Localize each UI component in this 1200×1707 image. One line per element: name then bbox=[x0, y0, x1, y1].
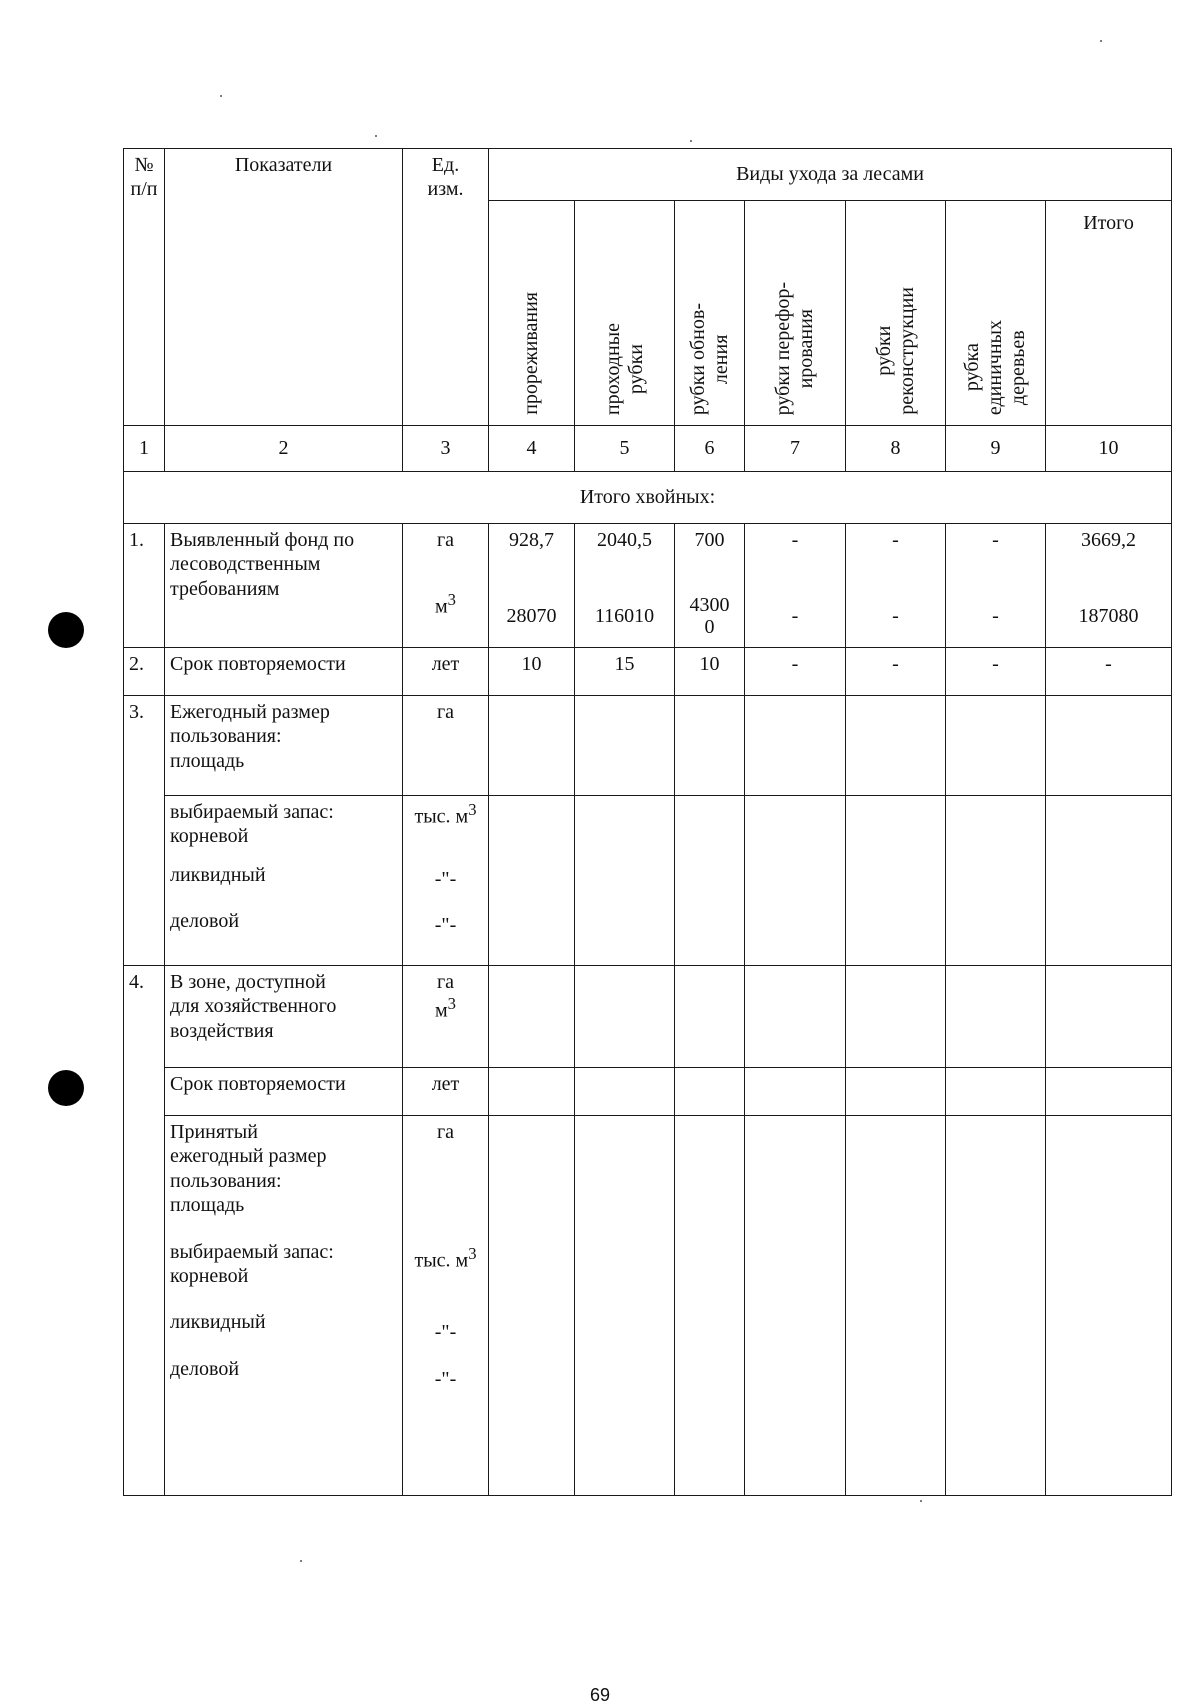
cell-value: - bbox=[946, 524, 1046, 586]
cell-empty bbox=[946, 1068, 1046, 1116]
col-number: 9 bbox=[946, 426, 1046, 472]
cell-value: - bbox=[1046, 648, 1172, 696]
cell-empty bbox=[1046, 1068, 1172, 1116]
cell-empty bbox=[1046, 1116, 1172, 1496]
row-label: Срок повторяемости bbox=[165, 648, 403, 696]
header-types-title: Виды ухода за лесами bbox=[489, 149, 1172, 201]
cell-empty bbox=[675, 1116, 745, 1496]
cell-empty bbox=[675, 796, 745, 966]
row-label: Срок повторяемости bbox=[165, 1068, 403, 1116]
col-number: 8 bbox=[846, 426, 946, 472]
cell-value: - bbox=[745, 586, 846, 648]
cell-empty bbox=[946, 966, 1046, 1068]
cell-empty bbox=[745, 696, 846, 796]
cell-empty bbox=[946, 696, 1046, 796]
row-subunits: га тыс. $м^3$ -"- -"- bbox=[403, 1116, 489, 1496]
cell-empty bbox=[575, 1068, 675, 1116]
cell-value: - bbox=[846, 648, 946, 696]
row-num: 4. bbox=[124, 966, 165, 1496]
cell-value: - bbox=[846, 586, 946, 648]
cell-empty bbox=[489, 1068, 575, 1116]
header-total: Итого bbox=[1046, 201, 1172, 426]
row-label: Ежегодный размер пользования: площадь bbox=[165, 696, 403, 796]
col-number: 2 bbox=[165, 426, 403, 472]
cell-empty bbox=[575, 966, 675, 1068]
cell-value: 15 bbox=[575, 648, 675, 696]
header-num: № п/п bbox=[124, 149, 165, 426]
cell-empty bbox=[675, 1068, 745, 1116]
cell-empty bbox=[575, 796, 675, 966]
cell-empty bbox=[1046, 966, 1172, 1068]
header-type-reconstruction-cuts: рубки реконструкции bbox=[846, 201, 946, 426]
cell-value: 4300 0 bbox=[675, 586, 745, 648]
cell-empty bbox=[745, 1068, 846, 1116]
col-number: 3 bbox=[403, 426, 489, 472]
row-label: Выявленный фонд по лесоводственным требованиям bbox=[165, 524, 403, 648]
cell-value: - bbox=[846, 524, 946, 586]
cell-empty bbox=[846, 1068, 946, 1116]
header-unit: Ед. изм. bbox=[403, 149, 489, 426]
row-num: 2. bbox=[124, 648, 165, 696]
cell-value: 2040,5 bbox=[575, 524, 675, 586]
cell-value: 116010 bbox=[575, 586, 675, 648]
cell-empty bbox=[489, 966, 575, 1068]
row-sublabels: Принятый ежегодный размер пользования: площадь выбираемый запас: корневой ликвидный деловой bbox=[165, 1116, 403, 1496]
header-type-thinning: прореживания bbox=[489, 201, 575, 426]
header-type-passing-cuts: проходные рубки bbox=[575, 201, 675, 426]
cell-value: - bbox=[745, 524, 846, 586]
cell-empty bbox=[946, 1116, 1046, 1496]
header-type-renewal-cuts: рубки обнов- ления bbox=[675, 201, 745, 426]
cell-empty bbox=[675, 966, 745, 1068]
scan-speck bbox=[220, 95, 222, 97]
cell-empty bbox=[1046, 796, 1172, 966]
row-sublabels: выбираемый запас: корневой ликвидный деловой bbox=[165, 796, 403, 966]
header-indicators: Показатели bbox=[165, 149, 403, 426]
cell-empty bbox=[489, 696, 575, 796]
col-number: 4 bbox=[489, 426, 575, 472]
row-label: В зоне, доступной для хозяйственного воздействия bbox=[165, 966, 403, 1068]
punch-hole-bottom bbox=[48, 1070, 84, 1106]
cell-empty bbox=[946, 796, 1046, 966]
page-number: 69 bbox=[589, 1685, 611, 1705]
cell-empty bbox=[846, 966, 946, 1068]
scan-speck bbox=[375, 135, 377, 137]
cell-empty bbox=[846, 696, 946, 796]
col-number: 1 bbox=[124, 426, 165, 472]
cell-value: 3669,2 bbox=[1046, 524, 1172, 586]
forest-care-table bbox=[123, 148, 1172, 1496]
cell-value: - bbox=[946, 648, 1046, 696]
header-type-reforming-cuts: рубки перефор- ирования bbox=[745, 201, 846, 426]
cell-empty bbox=[575, 1116, 675, 1496]
scan-speck bbox=[1100, 40, 1102, 42]
col-number: 7 bbox=[745, 426, 846, 472]
scan-speck bbox=[300, 1560, 302, 1562]
row-unit: $м^3$ bbox=[403, 586, 489, 648]
cell-empty bbox=[846, 1116, 946, 1496]
row-unit: лет bbox=[403, 648, 489, 696]
cell-empty bbox=[489, 1116, 575, 1496]
cell-value: 10 bbox=[489, 648, 575, 696]
cell-empty bbox=[675, 696, 745, 796]
row-num: 3. bbox=[124, 696, 165, 966]
cell-value: 28070 bbox=[489, 586, 575, 648]
cell-value: 928,7 bbox=[489, 524, 575, 586]
cell-empty bbox=[846, 796, 946, 966]
cell-empty bbox=[575, 696, 675, 796]
row-unit: га bbox=[403, 696, 489, 796]
cell-empty bbox=[745, 1116, 846, 1496]
cell-empty bbox=[745, 796, 846, 966]
row-unit: га bbox=[403, 524, 489, 586]
scan-speck bbox=[920, 1500, 922, 1502]
cell-value: - bbox=[946, 586, 1046, 648]
row-subunits: тыс. $м^3$ -"- -"- bbox=[403, 796, 489, 966]
cell-value: 187080 bbox=[1046, 586, 1172, 648]
col-number: 10 bbox=[1046, 426, 1172, 472]
cell-value: - bbox=[745, 648, 846, 696]
cell-value: 700 bbox=[675, 524, 745, 586]
col-number: 5 bbox=[575, 426, 675, 472]
row-unit: лет bbox=[403, 1068, 489, 1116]
row-num: 1. bbox=[124, 524, 165, 648]
scan-speck bbox=[690, 140, 692, 142]
header-type-single-tree-cut: рубка единичных деревьев bbox=[946, 201, 1046, 426]
col-number: 6 bbox=[675, 426, 745, 472]
cell-empty bbox=[745, 966, 846, 1068]
section-title: Итого хвойных: bbox=[124, 472, 1172, 524]
punch-hole-top bbox=[48, 612, 84, 648]
row-unit: га $м^3$ bbox=[403, 966, 489, 1068]
cell-empty bbox=[489, 796, 575, 966]
cell-empty bbox=[1046, 696, 1172, 796]
cell-value: 10 bbox=[675, 648, 745, 696]
